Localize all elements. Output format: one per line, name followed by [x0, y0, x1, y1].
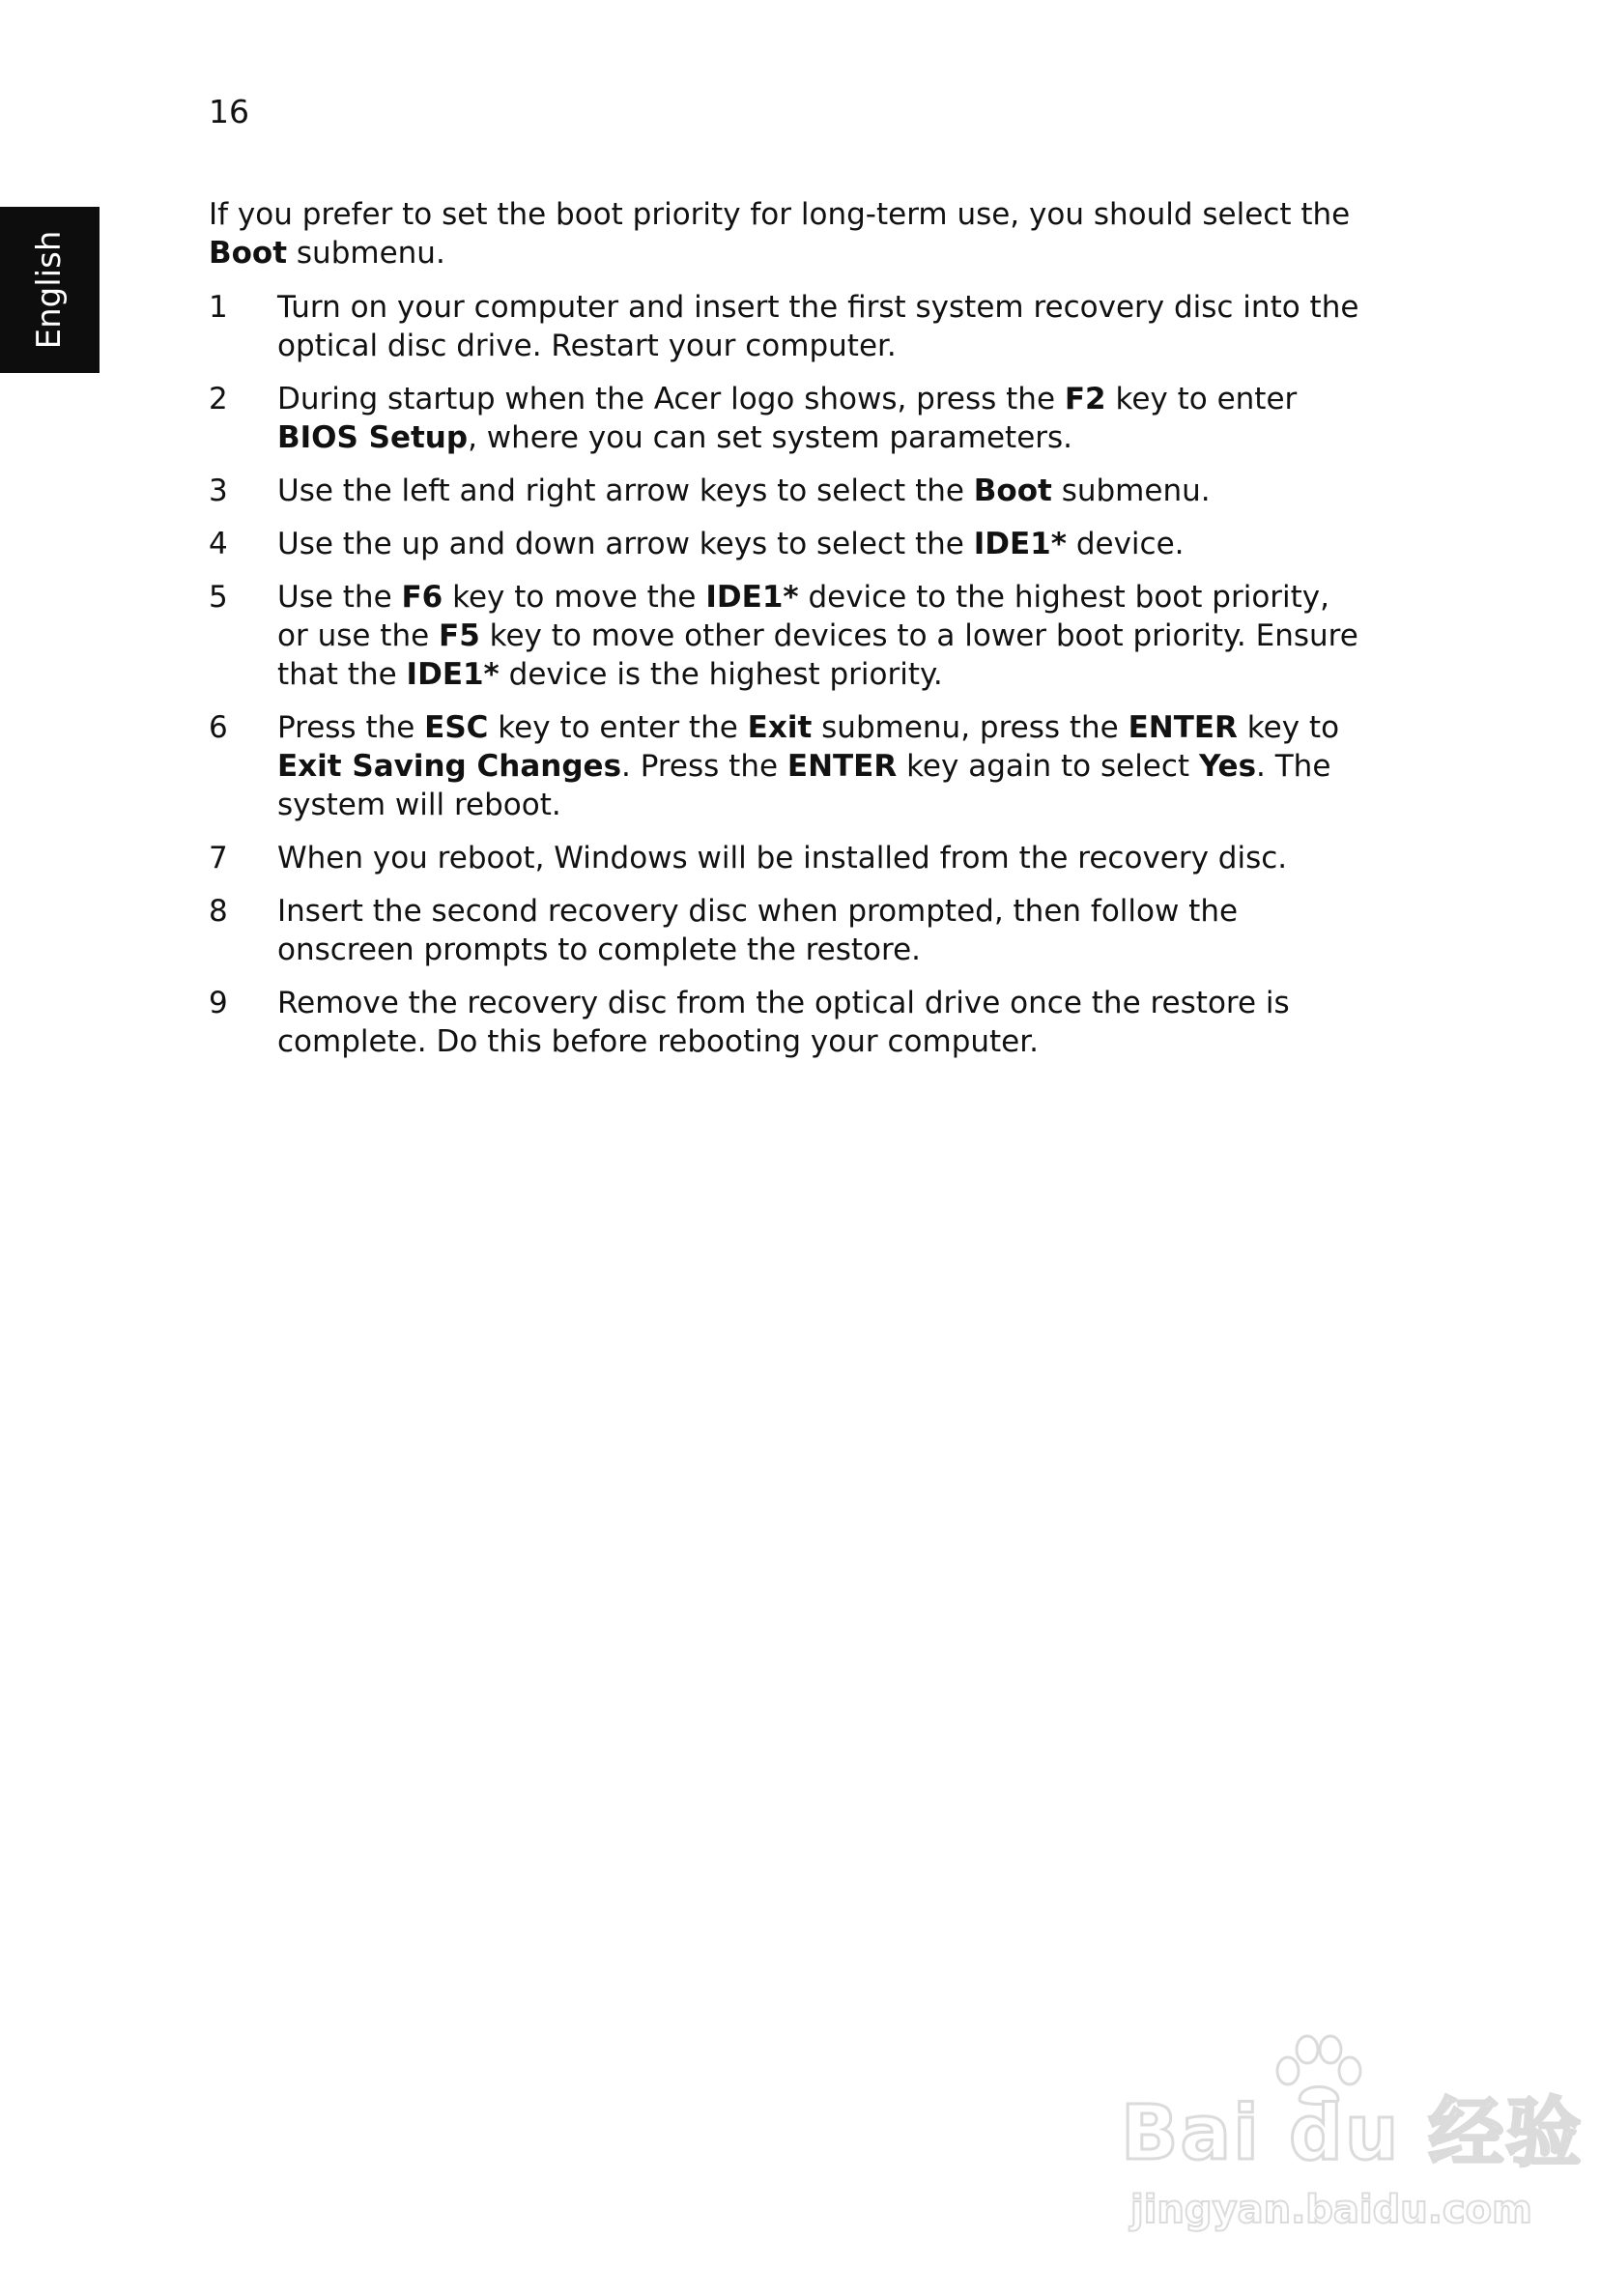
- step-text-segment: device.: [1066, 527, 1185, 561]
- list-item: [209, 839, 1368, 877]
- step-text-segment: device to the highest boot priority, or use the: [277, 580, 1329, 653]
- list-item: [209, 892, 1368, 969]
- step-bold-term: F5: [439, 618, 480, 653]
- step-text: [277, 474, 1211, 508]
- step-text: [277, 290, 1358, 363]
- intro-text-end: submenu.: [287, 236, 445, 271]
- step-text-segment: key to enter the: [488, 710, 748, 745]
- watermark-url: jingyan.baidu.com: [1130, 2188, 1532, 2232]
- step-text-segment: key to enter: [1105, 382, 1298, 416]
- step-text-segment: key to move other devices to a lower boot priority. Ensure that the: [277, 618, 1358, 692]
- language-tab-label: English: [30, 230, 69, 350]
- step-text-segment: When you reboot, Windows will be installed from the recovery disc.: [277, 841, 1288, 875]
- step-text-segment: , where you can set system parameters.: [468, 420, 1073, 455]
- step-number: 4: [209, 527, 228, 561]
- list-item: [209, 984, 1368, 1061]
- step-bold-term: ESC: [424, 710, 489, 745]
- document-body: [209, 195, 1368, 1076]
- step-text-segment: Remove the recovery disc from the optical drive once the restore is complete. Do this before rebooting your computer.: [277, 986, 1290, 1059]
- intro-bold-term: Boot: [209, 236, 288, 271]
- step-text: [277, 894, 1238, 967]
- step-text: [277, 527, 1185, 561]
- intro-text: If you prefer to set the boot priority for long-term use, you should select the: [209, 197, 1351, 232]
- step-text-segment: Use the: [277, 580, 402, 615]
- step-bold-term: F6: [401, 580, 443, 615]
- step-bold-term: Boot: [973, 474, 1052, 508]
- list-item: [209, 525, 1368, 563]
- step-text: [277, 841, 1287, 875]
- intro-paragraph: [209, 195, 1368, 273]
- step-bold-term: Yes: [1198, 749, 1257, 784]
- step-text: [277, 382, 1297, 455]
- step-text-segment: submenu.: [1051, 474, 1211, 508]
- watermark: [1121, 2034, 1584, 2237]
- list-item: [209, 578, 1368, 694]
- step-text-segment: device is the highest priority.: [499, 657, 943, 692]
- step-bold-term: IDE1*: [705, 580, 799, 615]
- list-item: [209, 708, 1368, 824]
- list-item: [209, 380, 1368, 457]
- step-number: 9: [209, 986, 228, 1020]
- step-text-segment: submenu, press the: [812, 710, 1129, 745]
- step-bold-term: IDE1*: [406, 657, 500, 692]
- page-number: 16: [209, 93, 249, 130]
- list-item: [209, 288, 1368, 365]
- watermark-logo-text: Bai du 经验: [1121, 2090, 1584, 2177]
- step-bold-term: Exit Saving Changes: [277, 749, 622, 784]
- step-text: [277, 986, 1290, 1059]
- step-bold-term: BIOS Setup: [277, 420, 469, 455]
- step-text-segment: key to move the: [443, 580, 706, 615]
- step-bold-term: IDE1*: [973, 527, 1067, 561]
- step-text-segment: Insert the second recovery disc when prompted, then follow the onscreen prompts to complete the restore.: [277, 894, 1239, 967]
- step-text: [277, 580, 1358, 692]
- step-text-segment: Press the: [277, 710, 425, 745]
- step-text-segment: During startup when the Acer logo shows, press the: [277, 382, 1065, 416]
- step-text-segment: key to: [1237, 710, 1340, 745]
- step-number: 8: [209, 894, 228, 929]
- step-number: 6: [209, 710, 228, 745]
- list-item: [209, 472, 1368, 510]
- step-bold-term: Exit: [747, 710, 813, 745]
- language-tab: [0, 207, 100, 373]
- step-text: [277, 710, 1339, 822]
- step-number: 3: [209, 474, 228, 508]
- step-text-segment: Turn on your computer and insert the first system recovery disc into the optical disc drive. Restart your computer.: [277, 290, 1359, 363]
- step-bold-term: ENTER: [786, 749, 898, 784]
- step-bold-term: ENTER: [1128, 710, 1238, 745]
- steps-list: [209, 288, 1368, 1061]
- step-text-segment: . The system will reboot.: [277, 749, 1331, 822]
- step-text-segment: Use the left and right arrow keys to select the: [277, 474, 974, 508]
- step-text-segment: key again to select: [897, 749, 1199, 784]
- step-number: 5: [209, 580, 228, 615]
- step-text-segment: Use the up and down arrow keys to select the: [277, 527, 974, 561]
- step-bold-term: F2: [1064, 382, 1106, 416]
- step-number: 1: [209, 290, 228, 325]
- step-number: 7: [209, 841, 228, 875]
- step-number: 2: [209, 382, 228, 416]
- step-text-segment: . Press the: [621, 749, 787, 784]
